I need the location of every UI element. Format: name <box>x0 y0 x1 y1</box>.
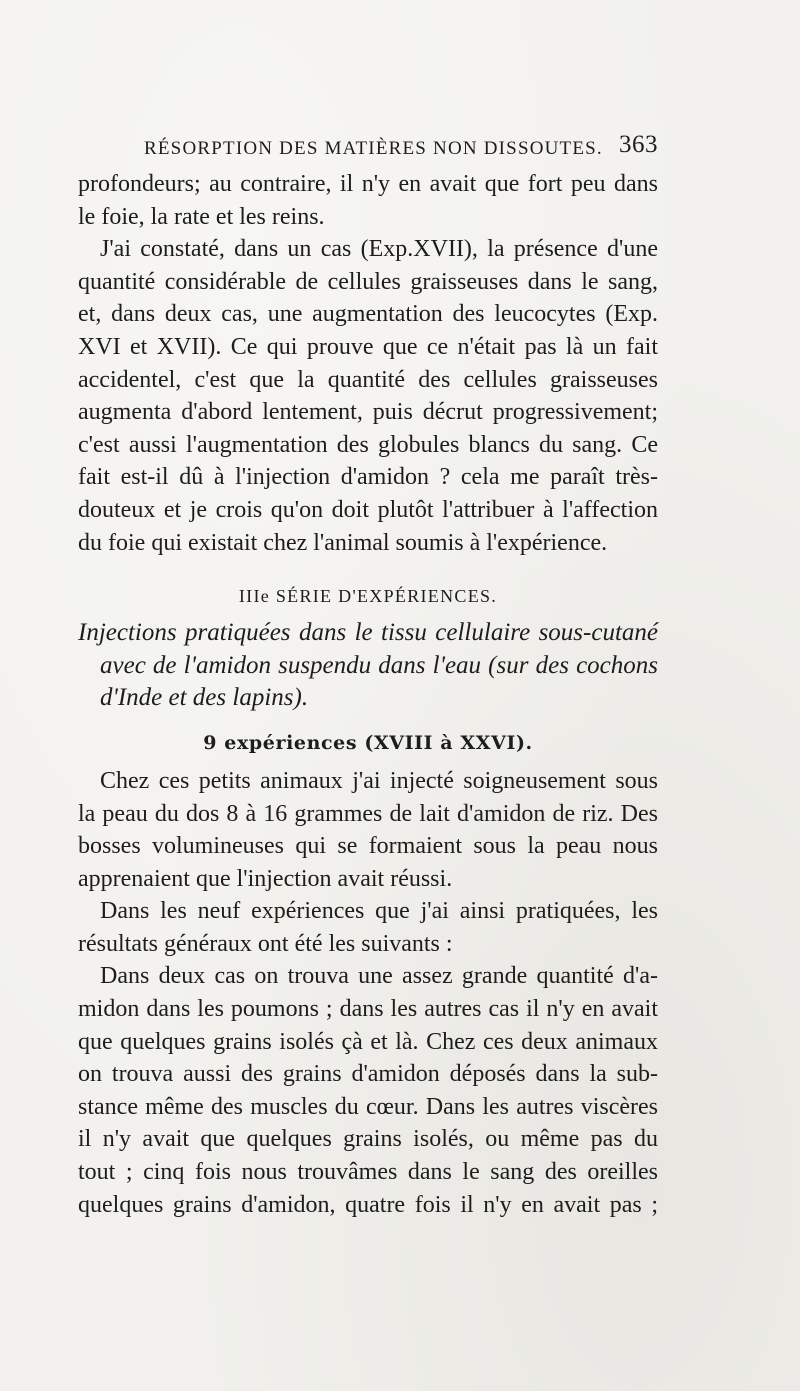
page-header <box>78 128 658 164</box>
text-line: XVI et XVII). Ce qui prouve que ce n'était pas là un fait <box>78 333 658 360</box>
running-head: RÉSORPTION DES MATIÈRES NON DISSOUTES. <box>144 138 603 159</box>
text-line: du foie qui existait chez l'animal soumis à l'expérience. <box>78 529 608 556</box>
text-line: il n'y avait que quelques grains isolés, ou même pas du <box>78 1126 658 1153</box>
text-line: apprenaient que l'injection avait réussi. <box>78 865 453 892</box>
text-line: la peau du dos 8 à 16 grammes de lait d'amidon de riz. Des <box>78 800 658 827</box>
subtitle-line: Injections pratiquées dans le tissu cellulaire sous-cutané <box>78 619 658 647</box>
paragraph-2 <box>78 233 658 559</box>
text-line: bosses volumineuses qui se formaient sous la peau nous <box>78 833 658 860</box>
paragraph-3 <box>78 765 658 895</box>
text-line: résultats généraux ont été les suivants : <box>78 930 453 957</box>
text-line: J'ai constaté, dans un cas (Exp.XVII), la présence d'une <box>100 236 658 263</box>
paragraph-5 <box>78 960 658 1221</box>
paragraph-1 <box>78 168 658 233</box>
section-subtitle <box>78 617 658 715</box>
text-line: quelques grains d'amidon, quatre fois il n'y en avait pas ; <box>78 1191 658 1218</box>
section-title: IIIe SÉRIE D'EXPÉRIENCES. <box>238 586 498 607</box>
text-line: stance même des muscles du cœur. Dans les autres viscères <box>78 1093 658 1120</box>
text-line: que quelques grains isolés çà et là. Chez ces deux animaux <box>78 1028 658 1055</box>
text-line: fait est-il dû à l'injection d'amidon ? cela me paraît très- <box>78 464 658 491</box>
text-line: le foie, la rate et les reins. <box>78 203 325 230</box>
text-line: c'est aussi l'augmentation des globules blancs du sang. Ce <box>78 431 658 458</box>
text-line: profondeurs; au contraire, il n'y en avait que fort peu dans <box>78 171 658 197</box>
text-line: tout ; cinq fois nous trouvâmes dans le sang des oreilles <box>78 1159 658 1186</box>
text-line: douteux et je crois qu'on doit plutôt l'attribuer à l'affection <box>78 496 658 523</box>
subtitle-line: d'Inde et des lapins). <box>100 684 309 712</box>
text-line: augmenta d'abord lentement, puis décrut progressivement; <box>78 399 658 426</box>
subtitle-line: avec de l'amidon suspendu dans l'eau (sur des cochons <box>100 651 658 679</box>
experiments-title: 9 expériences (XVIII à XXVI). <box>203 731 533 754</box>
text-line: accidentel, c'est que la quantité des cellules graisseuses <box>78 366 658 393</box>
text-line: et, dans deux cas, une augmentation des leucocytes (Exp. <box>78 301 658 328</box>
text-line: Dans les neuf expériences que j'ai ainsi pratiquées, les <box>100 898 658 925</box>
paragraph-4 <box>78 895 658 960</box>
text-line: on trouva aussi des grains d'amidon déposés dans la sub- <box>78 1061 658 1088</box>
text-line: Dans deux cas on trouva une assez grande quantité d'a- <box>100 963 658 990</box>
text-line: quantité considérable de cellules graisseuses dans le sang, <box>78 268 658 295</box>
body-text <box>78 168 658 1221</box>
text-line: midon dans les poumons ; dans les autres cas il n'y en avait <box>78 996 658 1023</box>
text-line: Chez ces petits animaux j'ai injecté soigneusement sous <box>100 767 658 794</box>
page-number: 363 <box>619 131 658 158</box>
